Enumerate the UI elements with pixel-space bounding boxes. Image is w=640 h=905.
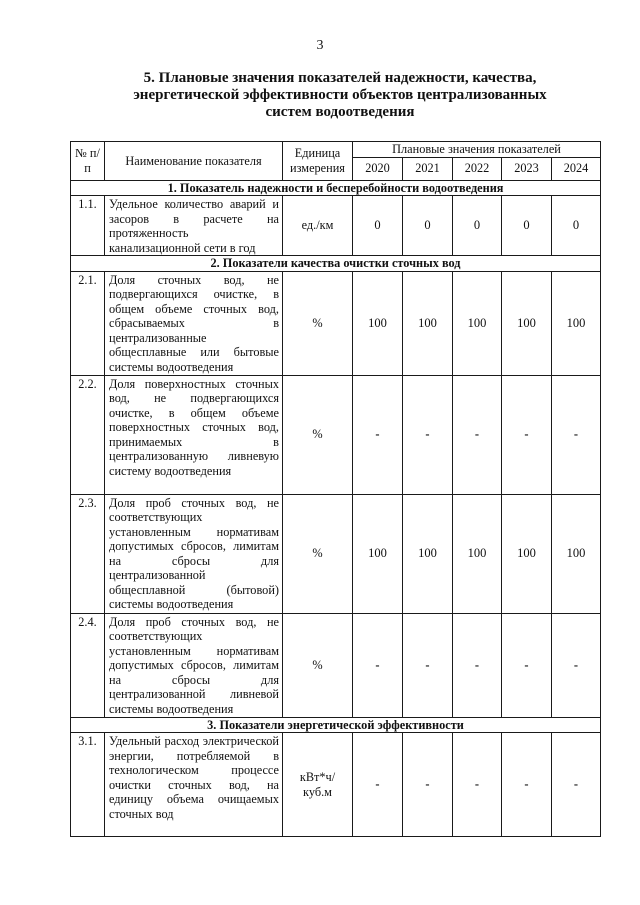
value-cell: 0 (353, 196, 403, 256)
value-cell: 0 (552, 196, 601, 256)
value-cell: 100 (453, 271, 502, 375)
header-name: Наименование показателя (105, 142, 283, 181)
value-cell: - (353, 733, 403, 837)
header-year: 2023 (502, 157, 552, 180)
header-year: 2021 (403, 157, 453, 180)
indicator-unit: кВт*ч/ куб.м (283, 733, 353, 837)
value-cell: 100 (453, 494, 502, 613)
value-cell: 100 (502, 271, 552, 375)
value-cell: 0 (403, 196, 453, 256)
indicator-name: Доля проб сточных вод, не соответствующих установленным нормативам допустимых сбросов, лимитам на сбросы для централизованной ливневой системы водоотведения (105, 613, 283, 717)
indicator-name: Доля поверхностных сточных вод, не подвергающихся очистке, в общем объеме поверхностных сточных вод, принимаемых в централизованную ливневую систему водоотведения (105, 375, 283, 494)
value-cell: - (353, 613, 403, 717)
row-number: 2.2. (71, 375, 105, 494)
value-cell: - (453, 613, 502, 717)
indicators-table (70, 141, 601, 837)
indicator-unit: % (283, 271, 353, 375)
value-cell: - (502, 375, 552, 494)
header-planned-values: Плановые значения показателей (353, 142, 601, 158)
value-cell: 100 (403, 271, 453, 375)
indicator-unit: % (283, 375, 353, 494)
value-cell: 100 (552, 494, 601, 613)
table-row (71, 613, 601, 717)
header-unit: Единица измерения (283, 142, 353, 181)
header-year: 2022 (453, 157, 502, 180)
value-cell: - (552, 733, 601, 837)
header-year: 2020 (353, 157, 403, 180)
section-title: 3. Показатели энергетической эффективности (71, 717, 601, 733)
row-number: 2.3. (71, 494, 105, 613)
page-title (120, 70, 560, 121)
table-row (71, 375, 601, 494)
section-title: 2. Показатели качества очистки сточных вод (71, 256, 601, 272)
indicator-name: Доля проб сточных вод, не соответствующих установленным нормативам допустимых сбросов, лимитам на сбросы для централизованной общесплавной (бытовой) системы водоотведения (105, 494, 283, 613)
row-number: 2.1. (71, 271, 105, 375)
value-cell: - (403, 613, 453, 717)
value-cell: - (453, 375, 502, 494)
value-cell: - (502, 733, 552, 837)
table-row (71, 733, 601, 837)
value-cell: 100 (502, 494, 552, 613)
value-cell: 100 (353, 494, 403, 613)
value-cell: - (403, 375, 453, 494)
table-row (71, 271, 601, 375)
table-row (71, 494, 601, 613)
indicator-unit: % (283, 494, 353, 613)
title-line-3: систем водоотведения (265, 104, 415, 120)
indicator-unit: ед./км (283, 196, 353, 256)
page-number: 3 (316, 38, 324, 53)
value-cell: - (353, 375, 403, 494)
value-cell: 0 (453, 196, 502, 256)
title-line-1: 5. Плановые значения показателей надежности, качества, (143, 70, 537, 86)
section-title: 1. Показатель надежности и бесперебойности водоотведения (71, 180, 601, 196)
value-cell: - (403, 733, 453, 837)
row-number: 3.1. (71, 733, 105, 837)
row-number: 1.1. (71, 196, 105, 256)
value-cell: - (552, 613, 601, 717)
indicator-unit: % (283, 613, 353, 717)
header-year: 2024 (552, 157, 601, 180)
value-cell: 100 (552, 271, 601, 375)
table-row (71, 196, 601, 256)
indicator-name: Доля сточных вод, не подвергающихся очистке, в общем объеме сточных вод, сбрасываемых в централизованные общесплавные или бытовые системы водоотведения (105, 271, 283, 375)
value-cell: 0 (502, 196, 552, 256)
title-line-2: энергетической эффективности объектов централизованных (133, 87, 547, 103)
value-cell: - (502, 613, 552, 717)
header-number: № п/п (71, 142, 105, 181)
row-number: 2.4. (71, 613, 105, 717)
value-cell: 100 (403, 494, 453, 613)
value-cell: - (453, 733, 502, 837)
indicator-name: Удельный расход электрической энергии, потребляемой в технологическом процессе очистки сточных вод, на единицу объема очищаемых сточных вод (105, 733, 283, 837)
indicator-name: Удельное количество аварий и засоров в расчете на протяженность канализационной сети в год (105, 196, 283, 256)
value-cell: 100 (353, 271, 403, 375)
value-cell: - (552, 375, 601, 494)
